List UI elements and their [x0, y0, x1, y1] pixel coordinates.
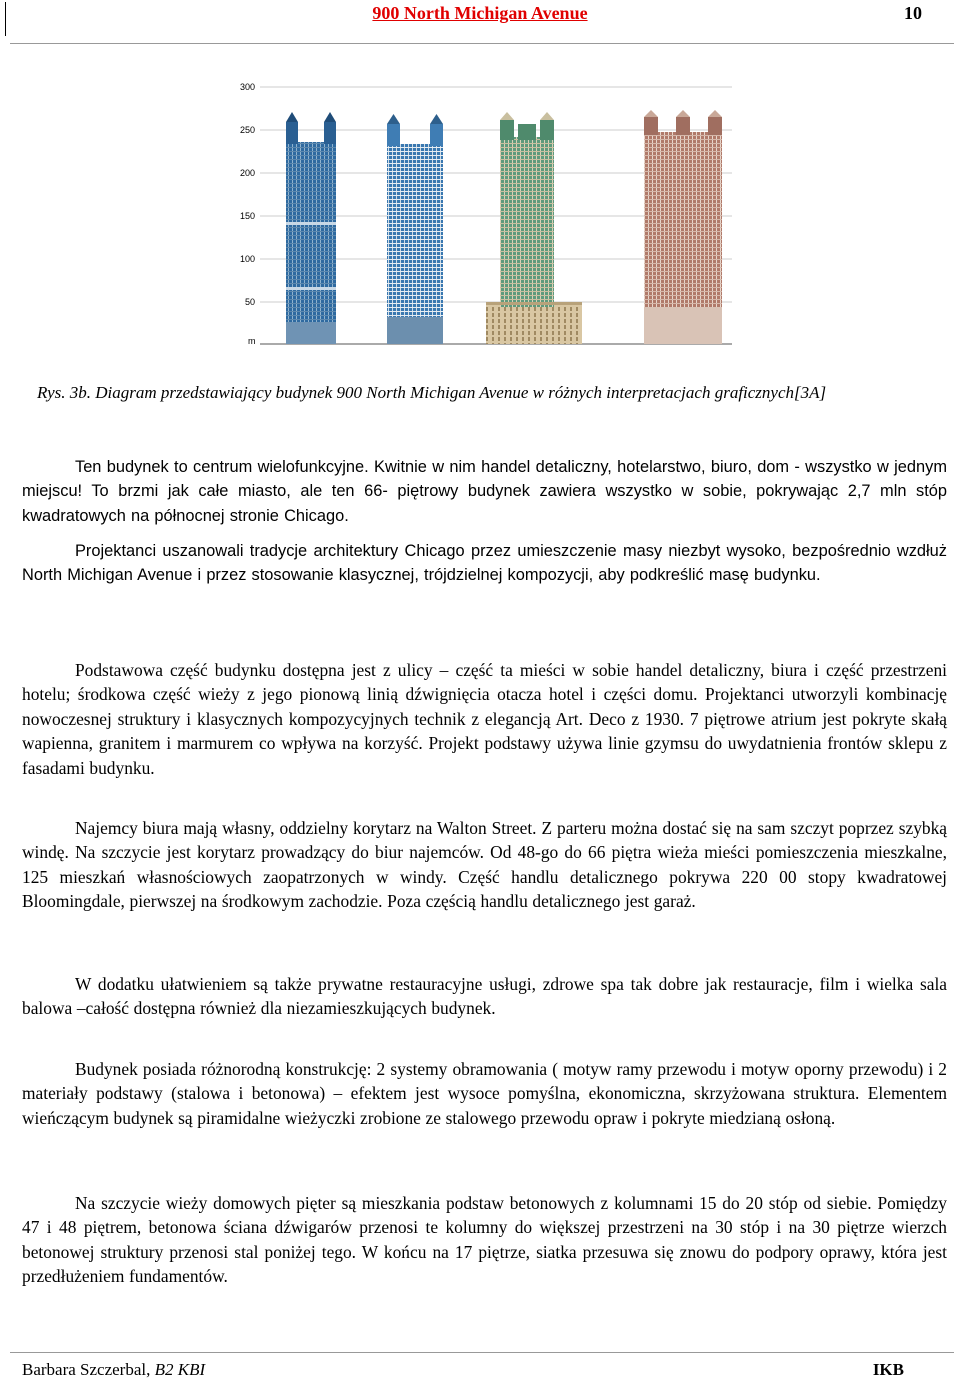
- paragraph-6: Budynek posiada różnorodną konstrukcję: 2 systemy obramowania ( motyw ramy przewodu i motyw oporny przewodu) i 2 materiały podstawy (stalowa i betonowa) – efektem jest wysoce pomyślna, ekonomiczna, skrzyżowana struktura. Elementem wieńczącym budynek są piramidalne wieżyczki zrobione ze stalowego przewodu opraw i pokryte miedzianą osłoną.: [22, 1059, 947, 1128]
- y-tick-250: 250: [240, 125, 256, 135]
- footer-rule: [10, 1352, 954, 1353]
- paragraph-4: Najemcy biura mają własny, oddzielny korytarz na Walton Street. Z parteru można dostać się na sam szczyt poprzez szybką windę. Na szczycie jest korytarz prowadzący do biur najemców. Od 48-go do 66 piętra wieża mieści pomieszczenia mieszkalne, 125 mieszkań własnościowych zaopatrzonych w windy. Część handlu detalicznego pokrywa 220 00 stopy kwadratowej Bloomingdale, pierwszej na środkowym zachodzie. Poza częścią handlu detalicznego jest garaż.: [22, 818, 947, 912]
- y-tick-200: 200: [240, 168, 256, 178]
- building-2: [387, 114, 443, 344]
- y-tick-100: 100: [240, 254, 256, 264]
- footer-author: [22, 1360, 205, 1380]
- building-4: [644, 110, 722, 344]
- footer-author-name: Barbara Szczerbal,: [22, 1360, 151, 1379]
- building-1: [286, 112, 336, 344]
- y-tick-unit: m: [248, 336, 256, 346]
- building-3: [486, 112, 582, 344]
- y-tick-150: 150: [240, 211, 256, 221]
- building-height-diagram: [232, 72, 732, 352]
- header-title: 900 North Michigan Avenue: [372, 3, 588, 23]
- paragraph-7: Na szczycie wieży domowych pięter są mieszkania podstaw betonowych z kolumnami 15 do 20 stóp od siebie. Pomiędzy 47 i 48 piętrem, betonowa ściana dźwigarów przenosi te kolumny do większej przestrzeni na 30 stóp i na 30 piętrze wierzch betonowej struktury przenosi stal poniżej tego. W końcu na 17 piętrze, siatka przesuwa się znowu do podpory oprawy, która jest przedłużeniem fundamentów.: [22, 1193, 947, 1287]
- footer-course: B2 KBI: [154, 1360, 206, 1379]
- page-number: 10: [904, 3, 922, 23]
- paragraph-3: Podstawowa część budynku dostępna jest z ulicy – część ta mieści w sobie handel detaliczny, biura i część przestrzeni hotelu; środkowa część wieży z jego pionową linią dźwignięcia otacza hotel i części domu. Projektanci utworzyli kombinację nowoczesnej struktury i klasycznych kompozycyjnych technik z elegancją Art. Deco z 1930. 7 piętrowe atrium jest pokryte skałą wapienna, granitem i marmurem co wpływa na korzyść. Projekt podstawy używa linie gzymsu do uwydatnienia frontów sklepu z fasadami budynku.: [22, 660, 947, 778]
- y-tick-300: 300: [240, 82, 256, 92]
- header-rule: [10, 43, 954, 44]
- paragraph-1: Ten budynek to centrum wielofunkcyjne. Kwitnie w nim handel detaliczny, hotelarstwo, biuro, dom - wszystko w jednym miejscu! To brzmi jak całe miasto, ale ten 66- piętrowy budynek zawiera wszystko w sobie, pokrywając 2,7 mln stóp kwadratowych na północnej stronie Chicago.: [22, 458, 947, 525]
- paragraph-5: W dodatku ułatwieniem są także prywatne restauracyjne usługi, zdrowe spa tak dobre jak restauracje, film i wielka sala balowa –całość dostępna również dla niezamieszkujących budynek.: [22, 974, 947, 1019]
- footer-institution: IKB: [872, 1360, 904, 1379]
- y-tick-50: 50: [245, 297, 256, 307]
- diagram-svg: [232, 72, 732, 352]
- paragraph-2: Projektanci uszanowali tradycje architektury Chicago przez umieszczenie masy niezbyt wysoko, bezpośrednio wzdłuż North Michigan Avenue i przez stosowanie klasycznej, trójdzielnej kompozycji, aby podkreślić masę budynku.: [22, 542, 947, 585]
- figure-caption: Rys. 3b. Diagram przedstawiający budynek 900 North Michigan Avenue w różnych interpretacjach graficznych[3A]: [37, 383, 827, 402]
